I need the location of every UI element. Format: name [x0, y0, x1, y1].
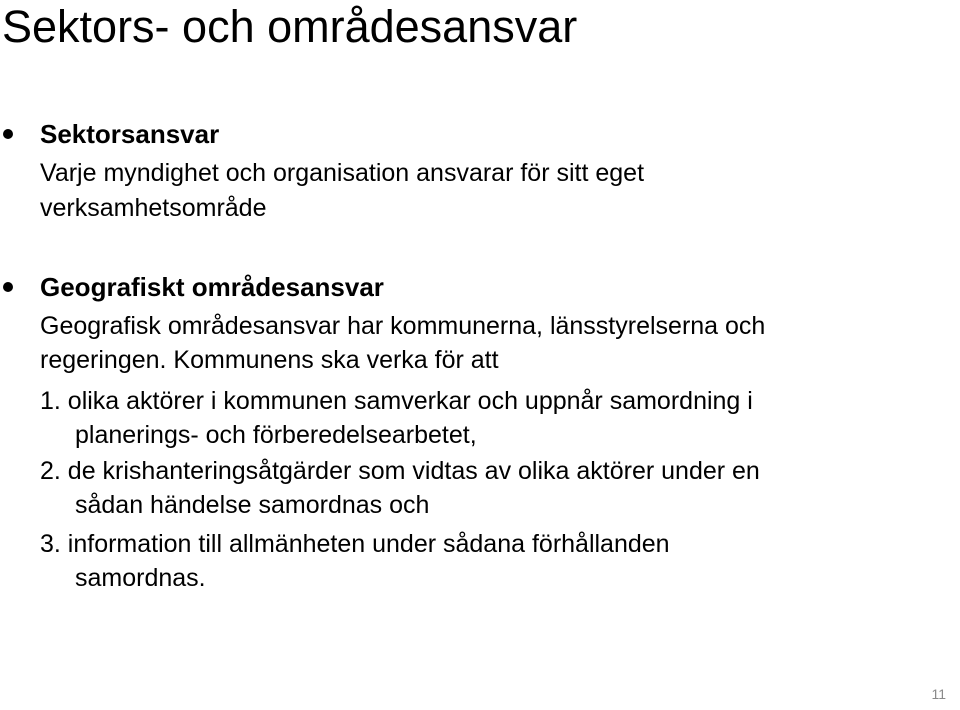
bullet-icon [3, 129, 13, 139]
slide-number: 11 [931, 686, 946, 702]
list-item-3: 3. information till allmänheten under sådana förhållanden [40, 530, 670, 558]
section-heading-sektorsansvar: Sektorsansvar [40, 119, 220, 149]
list-item-1: 1. olika aktörer i kommunen samverkar och uppnår samordning i [40, 387, 753, 415]
list-item-3-continuation: samordnas. [75, 564, 206, 592]
section-text-line: verksamhetsområde [40, 194, 267, 222]
slide-title: Sektors- och områdesansvar [2, 1, 578, 52]
section-text-line: Geografisk områdesansvar har kommunerna, länsstyrelserna och [40, 312, 766, 340]
section-text-line: Varje myndighet och organisation ansvarar för sitt eget [40, 159, 645, 187]
section-text-line: regeringen. Kommunens ska verka för att [40, 346, 499, 374]
list-item-2: 2. de krishanteringsåtgärder som vidtas av olika aktörer under en [40, 457, 760, 485]
bullet-icon [3, 282, 13, 292]
list-item-2-continuation: sådan händelse samordnas och [75, 491, 430, 519]
section-heading-geografiskt-omradesansvar: Geografiskt områdesansvar [40, 272, 384, 302]
list-item-1-continuation: planerings- och förberedelsearbetet, [75, 421, 477, 449]
